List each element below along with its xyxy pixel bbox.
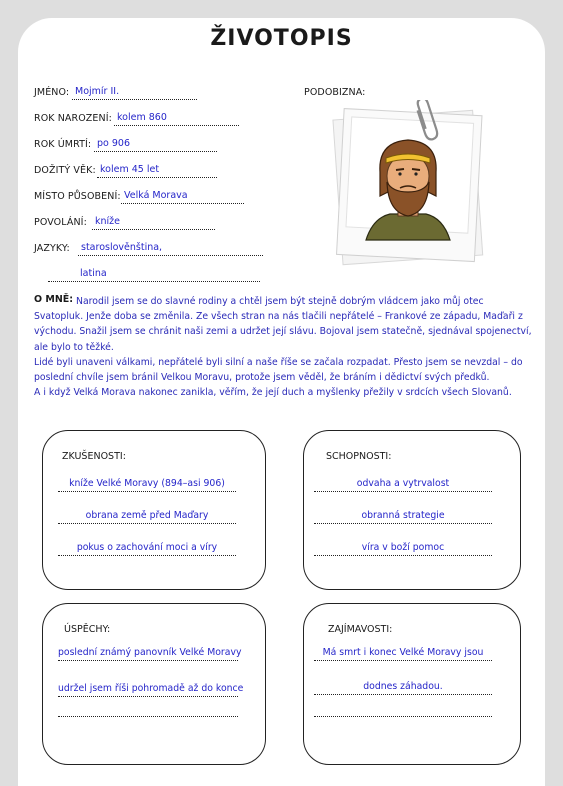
name-field[interactable]: Mojmír II. xyxy=(72,85,197,100)
languages-field-1[interactable]: staroslověnština, xyxy=(78,241,263,256)
death-year-label: ROK ÚMRTÍ: xyxy=(34,139,92,150)
portrait-photo xyxy=(328,100,488,270)
experience-line-1[interactable]: kníže Velké Moravy (894–asi 906) xyxy=(58,477,236,492)
achievements-line-3[interactable] xyxy=(58,716,238,717)
portrait-frame xyxy=(328,100,488,270)
experience-line-3[interactable]: pokus o zachování moci a víry xyxy=(58,541,236,556)
interesting-facts-title: ZAJÍMAVOSTI: xyxy=(328,624,393,635)
facts-line-1[interactable]: Má smrt i konec Velké Moravy jsou xyxy=(314,646,492,661)
about-me-text xyxy=(34,294,534,400)
achievements-title: ÚSPĚCHY: xyxy=(64,624,111,635)
experience-title: ZKUŠENOSTI: xyxy=(62,451,126,462)
languages-field-2[interactable]: latina xyxy=(48,267,260,282)
languages-label: JAZYKY: xyxy=(34,243,70,254)
facts-line-3[interactable] xyxy=(314,716,492,717)
skills-line-3[interactable]: víra v boží pomoc xyxy=(314,541,492,556)
name-label: JMÉNO: xyxy=(34,87,70,98)
bio-paragraph-1: Narodil jsem se do slavné rodiny a chtěl jsem být stejně dobrým vládcem jako můj otec Svatopluk. Jenže doba se změnila. Ze všech stran na nás tlačili nepřátelé – Frankové ze západu, Maďaři z východu. Snažil jsem se chránit naši zemi a udržet její slávu. Bojoval jsem statečně, sjednával spojenectví, ale bylo to těžké. xyxy=(34,296,532,353)
skills-line-2[interactable]: obranná strategie xyxy=(314,509,492,524)
birth-year-field[interactable]: kolem 860 xyxy=(114,111,239,126)
achievements-line-2[interactable]: udržel jsem říši pohromadě až do konce xyxy=(58,682,238,697)
place-label: MÍSTO PŮSOBENÍ: xyxy=(34,191,121,202)
skills-title: SCHOPNOSTI: xyxy=(326,451,392,462)
bio-paragraph-3: A i když Velká Morava nakonec zanikla, věřím, že její duch a myšlenky přežily v srdcích všech Slovanů. xyxy=(34,387,512,399)
death-year-field[interactable]: po 906 xyxy=(94,137,217,152)
age-field[interactable]: kolem 45 let xyxy=(97,163,217,178)
place-field[interactable]: Velká Morava xyxy=(121,189,244,204)
page-title: ŽIVOTOPIS xyxy=(210,26,353,51)
bio-paragraph-2: Lidé byli unaveni válkami, nepřátelé byli silní a naše říše se začala rozpadat. Přesto jsem se nevzdal – do poslední chvíle jsem bránil Velkou Moravu, protože jsem věděl, že bráním i dědictví svých předků. xyxy=(34,356,523,384)
age-label: DOŽITÝ VĚK: xyxy=(34,165,96,176)
occupation-label: POVOLÁNÍ: xyxy=(34,217,87,228)
about-me-label: O MNĚ: xyxy=(34,294,74,305)
skills-line-1[interactable]: odvaha a vytrvalost xyxy=(314,477,492,492)
occupation-field[interactable]: kníže xyxy=(92,215,215,230)
facts-line-2[interactable]: dodnes záhadou. xyxy=(314,680,492,695)
experience-line-2[interactable]: obrana země před Maďary xyxy=(58,509,236,524)
achievements-line-1[interactable]: poslední známý panovník Velké Moravy xyxy=(58,646,238,661)
portrait-label: PODOBIZNA: xyxy=(304,87,366,98)
birth-year-label: ROK NAROZENÍ: xyxy=(34,113,112,124)
